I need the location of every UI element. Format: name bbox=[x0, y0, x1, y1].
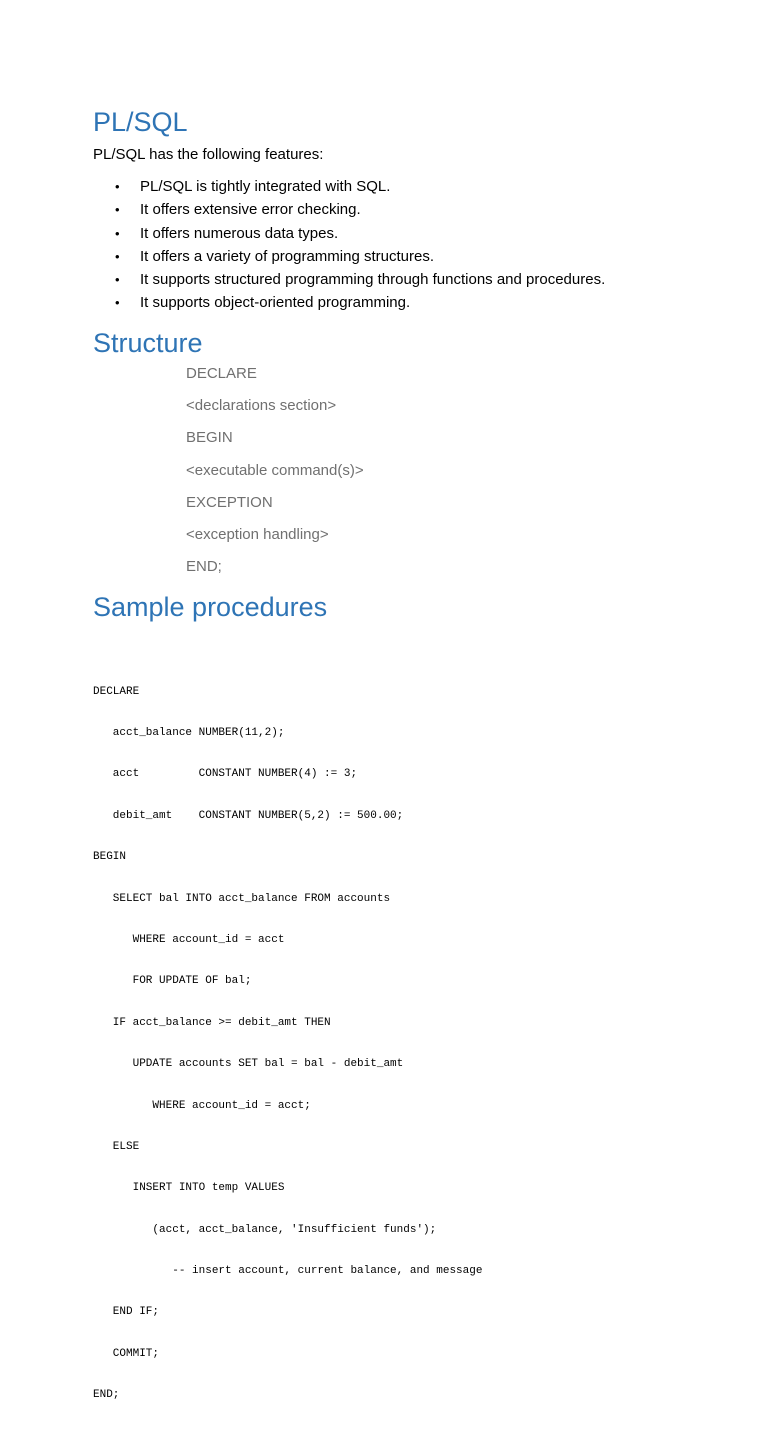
code-line: SELECT bal INTO acct_balance FROM accounts bbox=[93, 892, 391, 905]
bullet-icon: • bbox=[115, 248, 120, 264]
code-line: acct_balance NUMBER(11,2); bbox=[93, 726, 285, 739]
code-line: UPDATE accounts SET bal = bal - debit_amt bbox=[93, 1058, 404, 1071]
structure-line: <declarations section> bbox=[186, 397, 337, 415]
code-line: (acct, acct_balance, 'Insufficient funds'); bbox=[93, 1223, 437, 1236]
code-line: FOR UPDATE OF bal; bbox=[93, 975, 252, 988]
bullet-icon: • bbox=[115, 295, 120, 311]
feature-text: It offers extensive error checking. bbox=[140, 201, 361, 219]
structure-heading: Structure bbox=[93, 328, 203, 358]
code-line: IF acct_balance >= debit_amt THEN bbox=[93, 1016, 331, 1029]
page-title: PL/SQL bbox=[93, 107, 188, 137]
bullet-icon: • bbox=[115, 272, 120, 288]
bullet-icon: • bbox=[115, 179, 120, 194]
code-line: END IF; bbox=[93, 1306, 160, 1319]
feature-text: It supports structured programming through functions and procedures. bbox=[140, 271, 606, 289]
structure-line: <exception handling> bbox=[186, 525, 329, 543]
code-line: DECLARE bbox=[93, 685, 140, 698]
code-line: END; bbox=[93, 1389, 120, 1402]
structure-line: END; bbox=[186, 558, 222, 576]
code-line: COMMIT; bbox=[93, 1347, 160, 1360]
code-line: debit_amt CONSTANT NUMBER(5,2) := 500.00; bbox=[93, 809, 404, 822]
code-line: BEGIN bbox=[93, 851, 127, 864]
structure-block bbox=[186, 365, 364, 590]
structure-line: EXCEPTION bbox=[186, 493, 273, 511]
bullet-icon: • bbox=[115, 202, 120, 218]
code-line: -- insert account, current balance, and message bbox=[93, 1265, 483, 1278]
bullet-icon: • bbox=[115, 225, 120, 241]
intro-paragraph: PL/SQL has the following features: bbox=[93, 146, 324, 163]
feature-text: It supports object-oriented programming. bbox=[140, 294, 411, 312]
sample-procedures-heading: Sample procedures bbox=[93, 592, 328, 622]
code-line: ELSE bbox=[93, 1140, 140, 1153]
code-line: INSERT INTO temp VALUES bbox=[93, 1182, 285, 1195]
feature-text: It offers numerous data types. bbox=[140, 224, 339, 242]
code-line: WHERE account_id = acct bbox=[93, 933, 285, 946]
structure-line: <executable command(s)> bbox=[186, 461, 364, 479]
feature-text: It offers a variety of programming structures. bbox=[140, 247, 435, 265]
code-line: acct CONSTANT NUMBER(4) := 3; bbox=[93, 768, 358, 781]
structure-line: BEGIN bbox=[186, 429, 233, 447]
feature-text: PL/SQL is tightly integrated with SQL. bbox=[140, 178, 391, 195]
code-block bbox=[93, 658, 482, 1431]
structure-line: DECLARE bbox=[186, 365, 257, 382]
code-line: WHERE account_id = acct; bbox=[93, 1099, 311, 1112]
